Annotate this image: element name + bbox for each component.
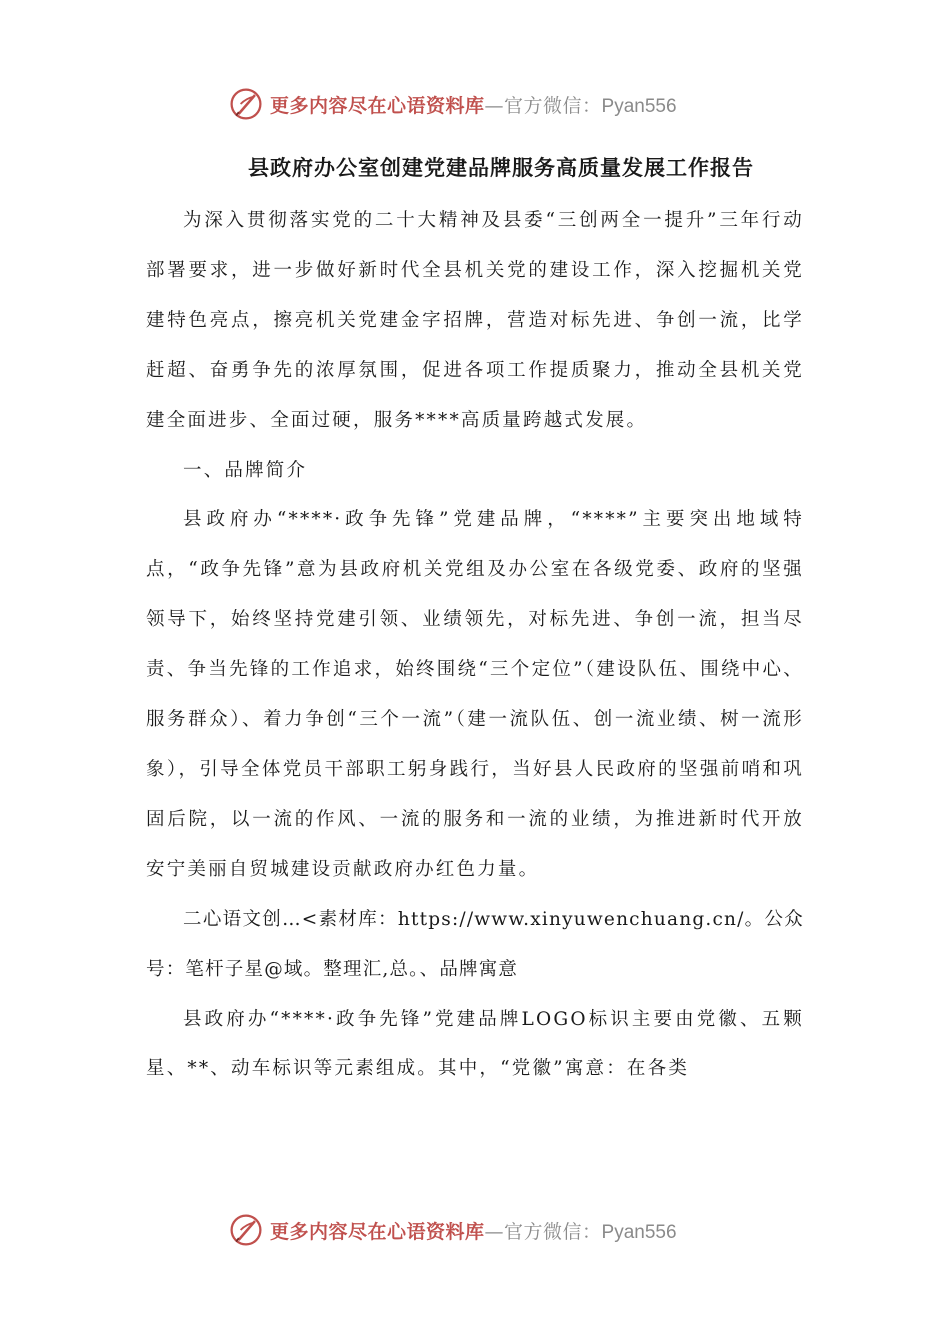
- banner-prefix: 更多内容尽在心语资料库: [270, 1220, 485, 1243]
- banner-prefix: 更多内容尽在心语资料库: [270, 94, 485, 117]
- header-watermark-banner: [228, 84, 748, 124]
- paragraph-brand-logo: 县政府办“****·政争先锋”党建品牌LOGO标识主要由党徽、五颗星、**、动车标识等元素组成。其中，“党徽”寓意：在各类: [146, 1008, 804, 1080]
- banner-official: 官方微信：: [504, 1220, 602, 1243]
- banner-wechat-id: Pyan556: [601, 1221, 677, 1243]
- banner-wechat-id: Pyan556: [601, 95, 677, 117]
- quill-pen-logo-icon: [228, 86, 264, 122]
- footer-watermark-banner: [228, 1210, 748, 1250]
- banner-dash: —: [484, 94, 505, 117]
- paragraph-intro: 为深入贯彻落实党的二十大精神及县委“三创两全一提升”三年行动部署要求，进一步做好新时代全县机关党的建设工作，深入挖掘机关党建特色亮点，擦亮机关党建金字招牌，营造对标先进、争创一流，比学赶超、奋勇争先的浓厚氛围，促进各项工作提质聚力，推动全县机关党建全面进步、全面过硬，服务****高质量跨越式发展。: [146, 210, 804, 431]
- paragraph-source-note: 二心语文创…<素材库：https://www.xinyuwenchuang.cn/。公众号：笔杆子星@域。整理汇,总。、品牌寓意: [146, 908, 804, 980]
- section-heading-brand-intro: 一、品牌简介: [183, 459, 308, 481]
- banner-dash: —: [484, 1220, 505, 1243]
- document-body: [146, 196, 804, 1094]
- banner-official: 官方微信：: [504, 94, 602, 117]
- quill-pen-logo-icon: [228, 1212, 264, 1248]
- document-title: 县政府办公室创建党建品牌服务高质量发展工作报告: [248, 155, 754, 180]
- paragraph-brand-intro: 县政府办“****·政争先锋”党建品牌，“****”主要突出地域特点，“政争先锋”意为县政府机关党组及办公室在各级党委、政府的坚强领导下，始终坚持党建引领、业绩领先，对标先进、争创一流，担当尽责、争当先锋的工作追求，始终围绕“三个定位”（建设队伍、围绕中心、服务群众）、着力争创“三个一流”（建一流队伍、创一流业绩、树一流形象），引导全体党员干部职工躬身践行，当好县人民政府的坚强前哨和巩固后院，以一流的作风、一流的服务和一流的业绩，为推进新时代开放安宁美丽自贸城建设贡献政府办红色力量。: [146, 509, 804, 880]
